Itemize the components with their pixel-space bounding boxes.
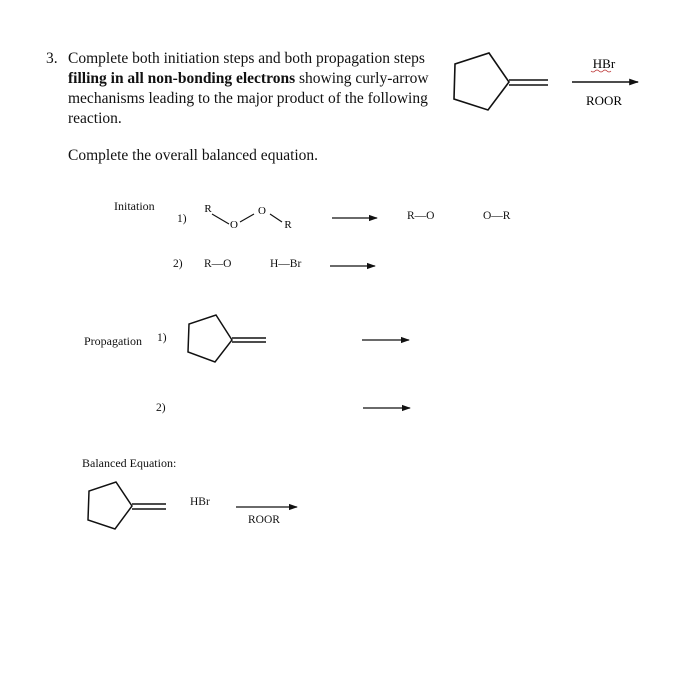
peroxide-structure <box>212 214 282 224</box>
methylenecyclopentane-propagation <box>188 315 266 362</box>
peroxide-o-left: O <box>230 219 238 231</box>
initiation-step2-number: 2) <box>173 258 183 270</box>
balanced-reagent-hbr: HBr <box>190 496 210 508</box>
methylenecyclopentane-top <box>454 53 548 110</box>
initiation-label: Initation <box>114 199 155 213</box>
peroxide-r-right: R <box>284 219 292 231</box>
condition-roor-top: ROOR <box>585 93 623 108</box>
question-text-before: Complete both initiation steps and both propagation steps <box>68 50 425 67</box>
peroxide-r-left: R <box>204 203 212 215</box>
subquestion-text: Complete the overall balanced equation. <box>68 147 319 164</box>
propagation-step2-number: 2) <box>156 402 166 414</box>
balanced-condition-roor: ROOR <box>248 514 280 526</box>
question-number: 3. <box>46 50 58 67</box>
initiation-product-ro: R—O <box>407 210 435 222</box>
question-text-bold: filling in all non-bonding electrons <box>68 70 296 87</box>
peroxide-o-right: O <box>258 205 266 217</box>
propagation-label: Propagation <box>84 334 142 348</box>
question-text-after: showing curly-arrow mechanisms leading to the major product of the following reaction. <box>68 70 429 127</box>
initiation-step1-number: 1) <box>177 213 187 225</box>
initiation-reactant-ro: R—O <box>204 258 232 270</box>
reagent-hbr-top: HBr <box>592 56 616 71</box>
balanced-equation-label: Balanced Equation: <box>82 456 177 470</box>
propagation-step1-number: 1) <box>157 332 167 344</box>
initiation-reactant-hbr: H—Br <box>270 258 302 270</box>
methylenecyclopentane-balanced <box>88 482 166 529</box>
initiation-product-or: O—R <box>483 210 511 222</box>
